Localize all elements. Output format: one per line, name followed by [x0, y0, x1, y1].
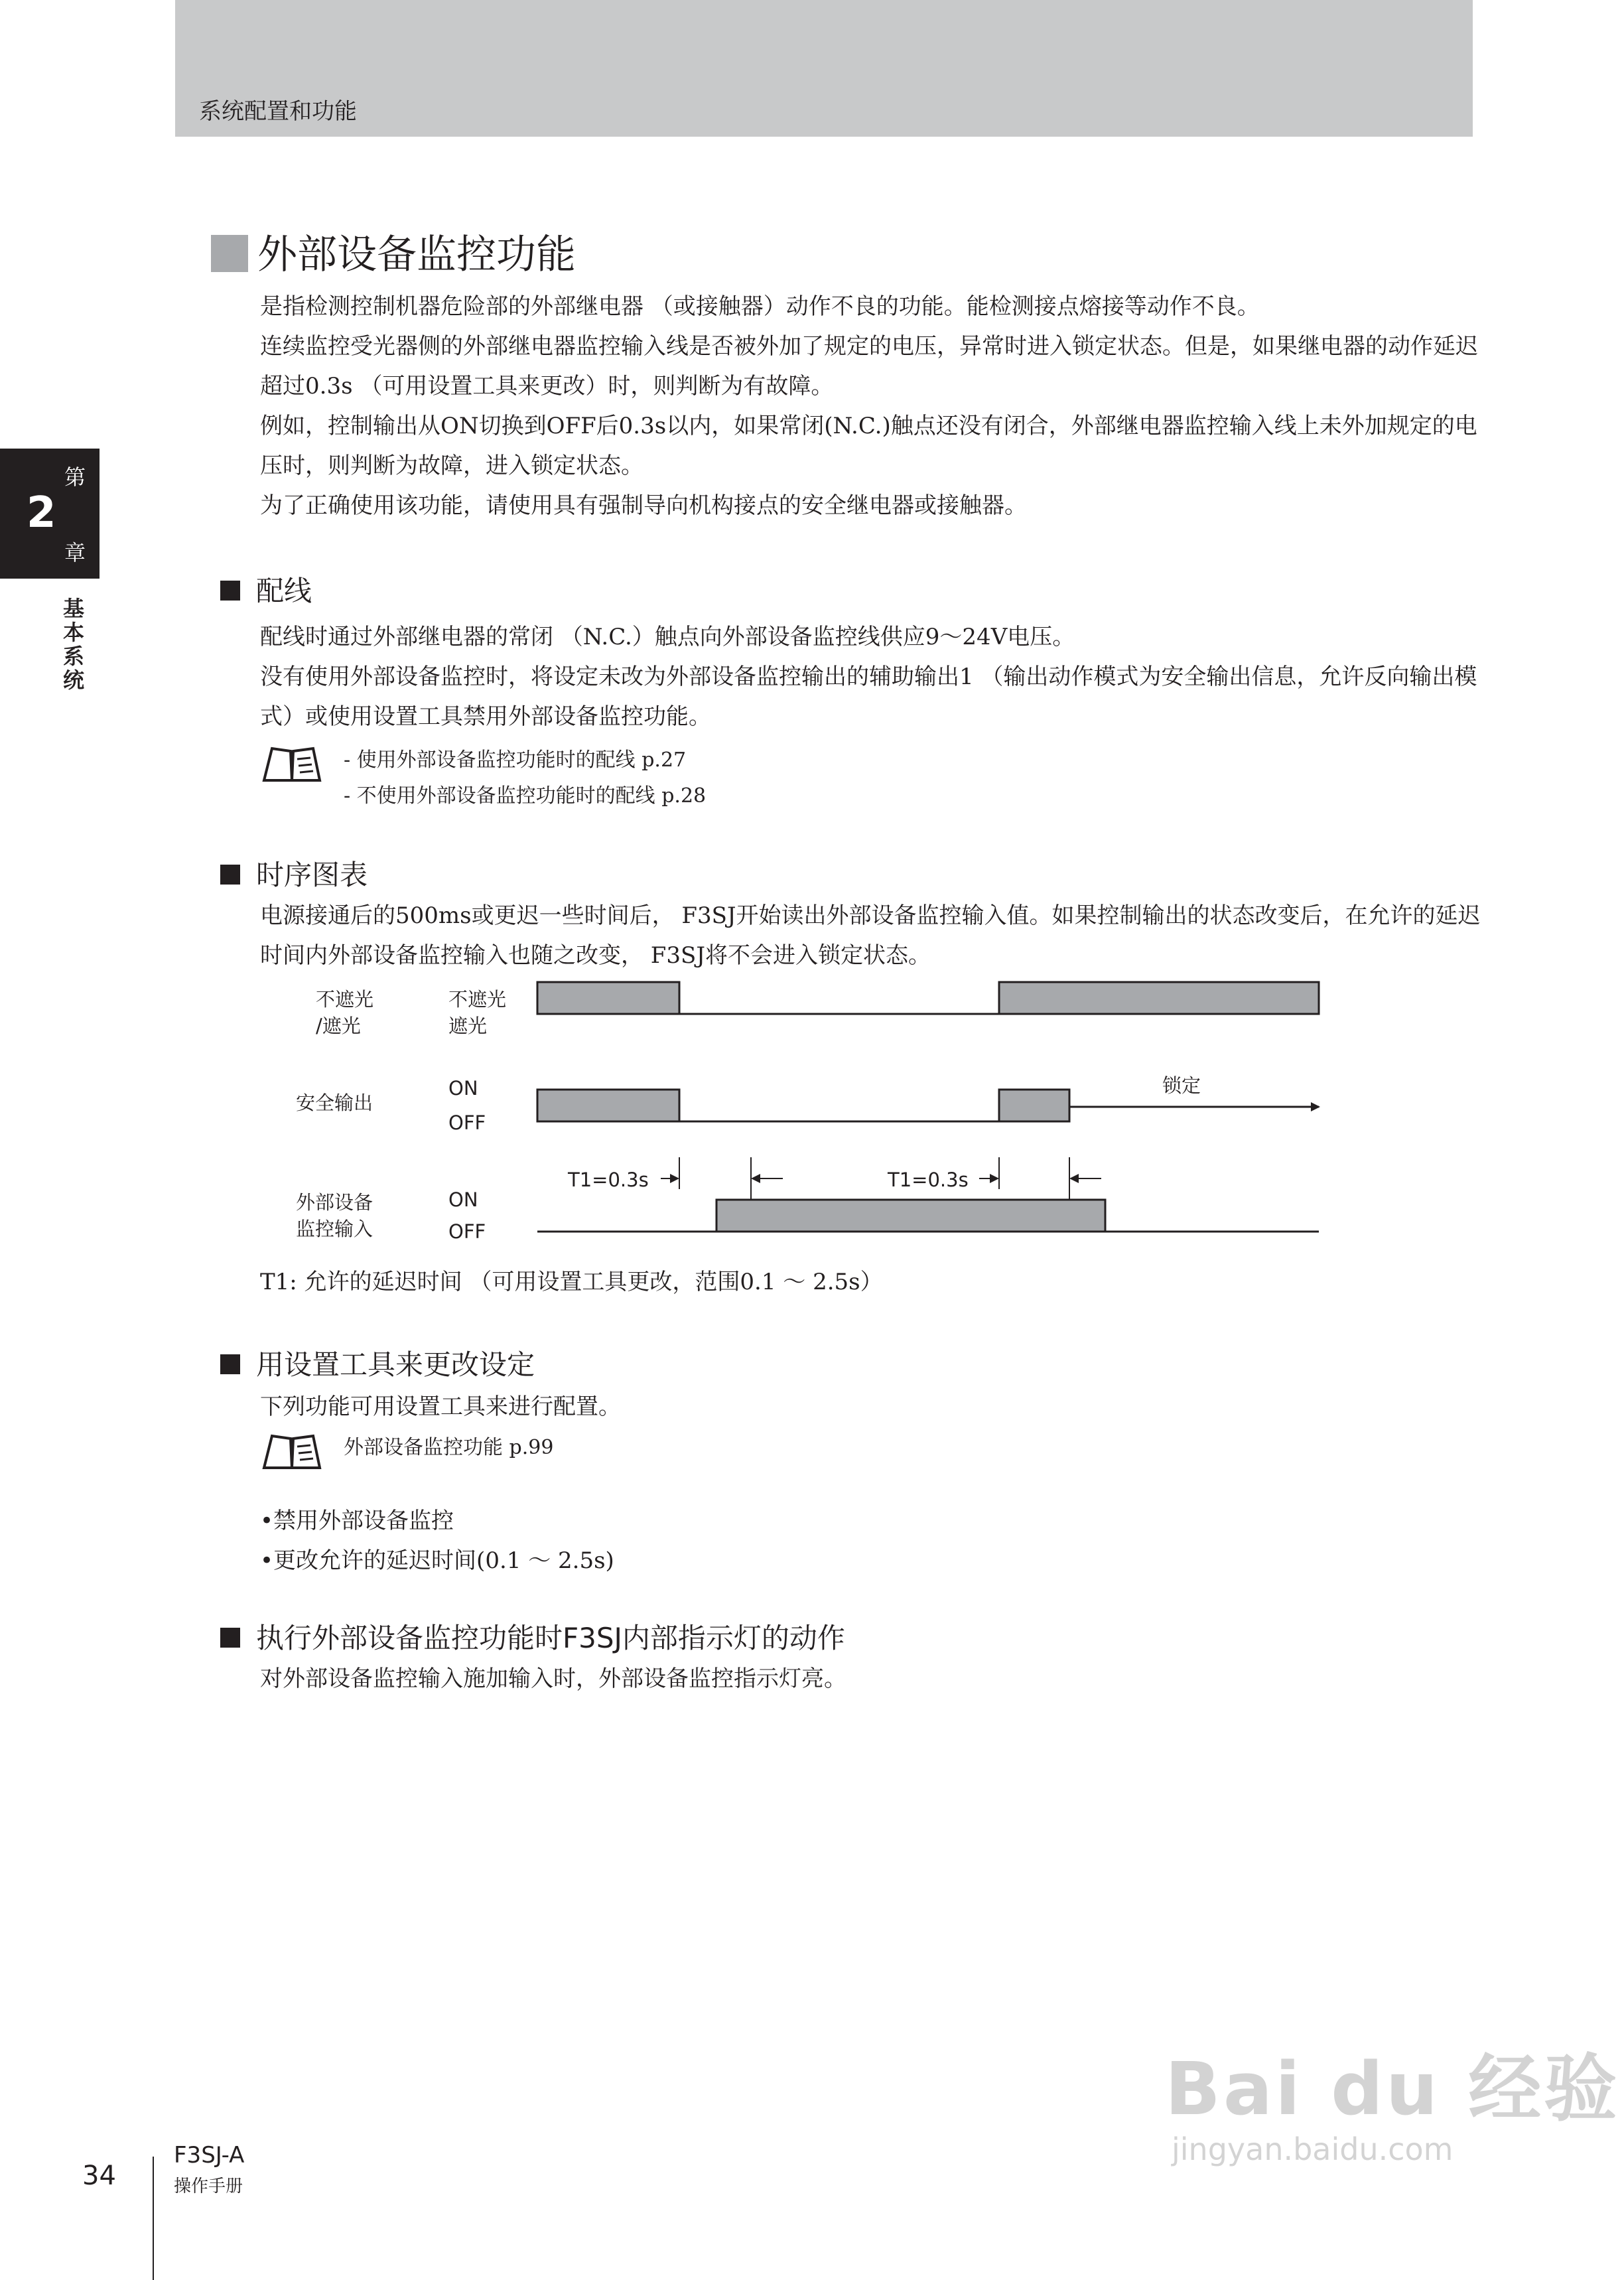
indicator-paragraph: 对外部设备监控输入施加输入时，外部设备监控指示灯亮。: [260, 1666, 846, 1692]
delay-label-2: T1=0.3s: [888, 1169, 969, 1191]
settings-heading-text: 用设置工具来更改设定: [256, 1348, 535, 1381]
footer-manual: 操作手册: [174, 2176, 243, 2196]
row3-label-line1: 外部设备: [296, 1191, 373, 1214]
heading-square-marker: [220, 1628, 240, 1648]
chapter-suffix: 章: [61, 541, 86, 563]
indicator-heading: [220, 1616, 845, 1656]
settings-bullet-2: •更改允许的延迟时间(0.1 ～ 2.5s): [260, 1547, 614, 1574]
wiring-heading-text: 配线: [256, 575, 312, 607]
chapter-number: 2: [27, 488, 56, 537]
row2-state-low: OFF: [448, 1111, 486, 1134]
header-title: 系统配置和功能: [199, 98, 357, 125]
row1-state-high: 不遮光: [448, 988, 507, 1011]
footer-product: F3SJ-A: [174, 2142, 245, 2169]
settings-paragraph: 下列功能可用设置工具来进行配置。: [260, 1393, 621, 1420]
row2-pulse-1: [537, 1090, 679, 1121]
wiring-ref-link-1[interactable]: - 使用外部设备监控功能时的配线 p.27: [344, 748, 687, 772]
wiring-paragraph-2: 没有使用外部设备监控时，将设定未改为外部设备监控输出的辅助输出1 （输出动作模式为安全输出信息，允许反向输出模式）或使用设置工具禁用外部设备监控功能。: [260, 664, 1477, 730]
page-number: 34: [82, 2161, 116, 2191]
intro-paragraph-4: 为了正确使用该功能，请使用具有强制导向机构接点的安全继电器或接触器。: [260, 492, 1027, 519]
footer-divider: [153, 2157, 154, 2280]
row1-label-line1: 不遮光: [316, 988, 374, 1011]
lockout-label: 锁定: [1162, 1074, 1201, 1097]
book-reference-icon: [260, 1431, 324, 1473]
wiring-paragraph-1: 配线时通过外部继电器的常闭 （N.C.）触点向外部设备监控线供应9～24V电压。: [260, 624, 1075, 650]
row1-label-line2: /遮光: [316, 1015, 361, 1037]
chapter-prefix: 第: [61, 466, 86, 487]
row1-state-low: 遮光: [448, 1015, 488, 1037]
watermark-logo: Bai du 经验: [1165, 2046, 1620, 2131]
row3-label-line2: 监控输入: [296, 1218, 373, 1240]
row3-state-low: OFF: [448, 1220, 486, 1243]
intro-paragraph-2: 连续监控受光器侧的外部继电器监控输入线是否被外加了规定的电压，异常时进入锁定状态。但是，如果继电器的动作延迟超过0.3s （可用设置工具来更改）时，则判断为有故障。: [260, 333, 1478, 399]
heading-square-marker: [220, 1354, 240, 1374]
row3-state-high: ON: [448, 1188, 478, 1211]
wiring-ref-link-2[interactable]: - 不使用外部设备监控功能时的配线 p.28: [344, 784, 707, 808]
settings-heading: [220, 1343, 535, 1383]
row2-pulse-2: [999, 1090, 1069, 1121]
timing-paragraph: 电源接通后的500ms或更迟一些时间后， F3SJ开始读出外部设备监控输入值。如果控制输出的状态改变后，在允许的延迟时间内外部设备监控输入也随之改变， F3SJ将不会进入锁定状态。: [260, 902, 1481, 969]
intro-paragraph-3: 例如，控制输出从ON切换到OFF后0.3s以内，如果常闭(N.C.)触点还没有闭合，外部继电器监控输入线上未外加规定的电压时，则判断为故障，进入锁定状态。: [260, 413, 1477, 479]
intro-paragraph-1: 是指检测控制机器危险部的外部继电器 （或接触器）动作不良的功能。能检测接点熔接等动作不良。: [260, 293, 1260, 320]
timing-caption: T1: 允许的延迟时间 （可用设置工具更改，范围0.1 ～ 2.5s）: [260, 1269, 883, 1295]
row2-label: 安全输出: [296, 1092, 373, 1114]
page-title-text: 外部设备监控功能: [257, 232, 576, 278]
settings-bullet-1: •禁用外部设备监控: [260, 1508, 454, 1534]
row2-state-high: ON: [448, 1077, 478, 1100]
row1-pulse-1: [537, 982, 679, 1014]
watermark: [1165, 2031, 1619, 2167]
row1-pulse-2: [999, 982, 1319, 1014]
row3-pulse: [716, 1200, 1105, 1232]
settings-ref-link[interactable]: 外部设备监控功能 p.99: [344, 1436, 554, 1459]
delay-label-1: T1=0.3s: [568, 1169, 649, 1191]
side-section-label: 基本系统: [60, 597, 85, 693]
timing-heading-text: 时序图表: [256, 859, 368, 891]
indicator-heading-text: 执行外部设备监控功能时F3SJ内部指示灯的动作: [256, 1622, 845, 1654]
watermark-url: jingyan.baidu.com: [1172, 2131, 1454, 2167]
